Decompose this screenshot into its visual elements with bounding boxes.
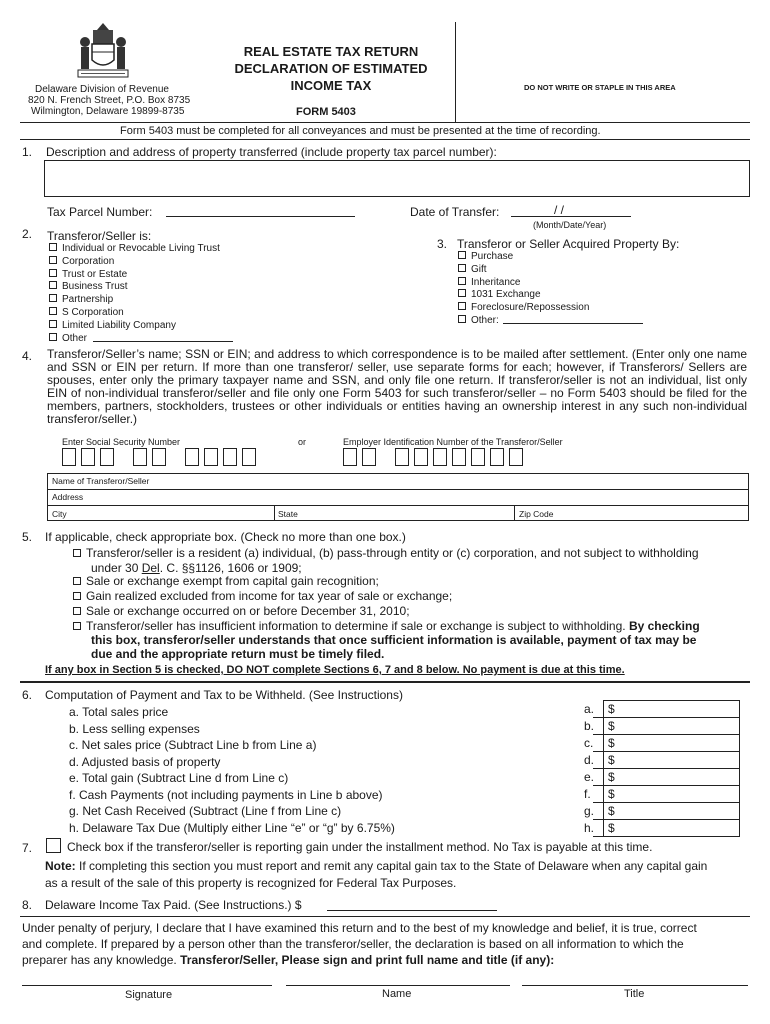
seller-type-option[interactable]: Business Trust	[49, 281, 220, 294]
delaware-seal-icon	[75, 22, 131, 80]
amount-line-letter: c.	[584, 736, 594, 750]
seller-city-field[interactable]: City	[52, 509, 67, 519]
amount-line-letter: f.	[584, 787, 591, 801]
dollar-sign: $	[608, 753, 615, 767]
seller-type-options	[49, 243, 220, 345]
digit-box[interactable]	[152, 448, 166, 466]
checkbox-icon[interactable]	[458, 289, 466, 297]
seller-zip-field[interactable]: Zip Code	[519, 509, 554, 519]
digit-box[interactable]	[433, 448, 447, 466]
acquisition-option[interactable]: Inheritance	[458, 277, 589, 290]
section-8-number: 8.	[22, 898, 33, 912]
digit-box[interactable]	[509, 448, 523, 466]
checkbox-icon[interactable]	[458, 264, 466, 272]
agency-address-1: 820 N. French Street, P.O. Box 8735	[28, 95, 191, 106]
seller-state-field[interactable]: State	[278, 509, 298, 519]
installment-method-checkbox[interactable]	[46, 838, 61, 853]
section-7-number: 7.	[22, 841, 33, 855]
form-title-line-3: INCOME TAX	[290, 78, 372, 93]
dollar-sign: $	[608, 736, 615, 750]
seller-info-grid	[47, 473, 749, 521]
section-6-title: Computation of Payment and Tax to be Withheld. (See Instructions)	[45, 688, 403, 702]
computation-amount-field[interactable]	[584, 718, 740, 735]
digit-box[interactable]	[362, 448, 376, 466]
exemption-excluded-income[interactable]: Gain realized excluded from income for tax year of sale or exchange;	[73, 589, 452, 603]
form-title-line-1: REAL ESTATE TAX RETURN	[243, 44, 419, 59]
ein-label: Employer Identification Number of the Transferor/Seller	[343, 437, 563, 447]
amount-line-letter: a.	[584, 702, 595, 716]
installment-method-label: Check box if the transferor/seller is reporting gain under the installment method. No Tax is payable at this time.	[67, 840, 653, 854]
installment-note-line-2: as a result of the sale of this property is recognized for Federal Tax Purposes.	[45, 876, 457, 890]
section-4-number: 4.	[22, 349, 33, 363]
title-label: Title	[624, 988, 645, 1000]
digit-box[interactable]	[81, 448, 95, 466]
dollar-sign: $	[608, 719, 615, 733]
checkbox-icon[interactable]	[458, 302, 466, 310]
seller-type-option[interactable]: Limited Liability Company	[49, 320, 220, 333]
acquisition-option[interactable]: Other:	[458, 315, 589, 328]
exemption-insufficient-info-line-3: due and the appropriate return must be timely filed.	[91, 647, 385, 661]
section-5-title: If applicable, check appropriate box. (Check no more than one box.)	[45, 530, 406, 544]
name-field[interactable]	[286, 985, 510, 986]
checkbox-icon[interactable]	[49, 333, 57, 341]
computation-amount-field[interactable]	[584, 820, 740, 837]
amount-line-letter: d.	[584, 753, 595, 767]
computation-amount-field[interactable]	[584, 752, 740, 769]
dollar-sign: $	[608, 787, 615, 801]
checkbox-icon[interactable]	[73, 549, 81, 557]
date-slashes: / /	[554, 203, 565, 217]
perjury-line-1: Under penalty of perjury, I declare that I have examined this return and to the best of my knowledge and belief, it is true, correct	[22, 921, 697, 935]
digit-box[interactable]	[471, 448, 485, 466]
title-field[interactable]	[522, 985, 748, 986]
acquisition-options	[458, 251, 589, 328]
name-label: Name	[382, 988, 412, 1000]
date-of-transfer-label: Date of Transfer:	[410, 205, 500, 219]
conveyance-notice: Form 5403 must be completed for all conveyances and must be presented at the time of recording.	[120, 125, 601, 137]
amount-line-letter: b.	[584, 719, 595, 733]
computation-amount-field[interactable]	[584, 769, 740, 786]
date-of-transfer-field[interactable]	[511, 216, 631, 217]
acquisition-option[interactable]: Gift	[458, 264, 589, 277]
acquisition-other-field[interactable]	[503, 323, 643, 324]
computation-line: a. Total sales price	[69, 705, 169, 719]
checkbox-icon[interactable]	[73, 577, 81, 585]
computation-line: h. Delaware Tax Due (Multiply either Line “e” or “g” by 6.75%)	[69, 820, 395, 835]
checkbox-icon[interactable]	[49, 256, 57, 264]
checkbox-icon[interactable]	[73, 592, 81, 600]
form-number: FORM 5403	[296, 106, 356, 118]
exemption-resident[interactable]: Transferor/seller is a resident (a) individual, (b) pass-through entity or (c) corporation, and not subject to withholding	[73, 546, 699, 560]
section-1-number: 1.	[22, 145, 33, 159]
amount-line-letter: e.	[584, 770, 595, 784]
digit-box[interactable]	[490, 448, 504, 466]
income-tax-paid-label: Delaware Income Tax Paid. (See Instructions.) $	[45, 898, 302, 912]
checkbox-icon[interactable]	[458, 251, 466, 259]
computation-amount-field[interactable]	[584, 735, 740, 752]
exemption-capital-gain[interactable]: Sale or exchange exempt from capital gain recognition;	[73, 574, 379, 588]
form-title	[226, 43, 436, 94]
checkbox-icon[interactable]	[458, 315, 466, 323]
computation-amount-field[interactable]	[584, 786, 740, 803]
acquisition-option[interactable]: 1031 Exchange	[458, 289, 589, 302]
seller-type-option[interactable]: Corporation	[49, 256, 220, 269]
digit-box[interactable]	[100, 448, 114, 466]
agency-name: Delaware Division of Revenue	[35, 84, 169, 95]
computation-line: f. Cash Payments (not including payments in Line b above)	[69, 787, 383, 802]
installment-note-line-1: Note: If completing this section you must report and remit any capital gain tax to the State of Delaware when any capital gain	[45, 859, 708, 873]
amount-line-letter: h.	[584, 821, 595, 835]
digit-box[interactable]	[414, 448, 428, 466]
seller-name-field[interactable]: Name of Transferor/Seller	[52, 476, 150, 486]
amount-line-letter: g.	[584, 804, 595, 818]
dollar-sign: $	[608, 770, 615, 784]
computation-line: c. Net sales price (Subtract Line b from Line a)	[69, 738, 317, 752]
section-2-title: Transferor/Seller is:	[47, 229, 152, 243]
acquisition-option[interactable]: Foreclosure/Repossession	[458, 302, 589, 315]
checkbox-icon[interactable]	[49, 281, 57, 289]
computation-amount-field[interactable]	[584, 701, 740, 718]
seller-address-field[interactable]: Address	[52, 492, 84, 502]
digit-box[interactable]	[133, 448, 147, 466]
section-5-number: 5.	[22, 530, 33, 544]
form-title-line-2: DECLARATION OF ESTIMATED	[234, 61, 428, 76]
digit-box[interactable]	[395, 448, 409, 466]
section-3-number: 3.	[437, 237, 448, 251]
digit-box[interactable]	[185, 448, 199, 466]
section-1-label: Description and address of property transferred (include property tax parcel number):	[46, 145, 497, 159]
exemption-insufficient-info[interactable]: Transferor/seller has insufficient information to determine if sale or exchange is subject to withholding. By checking	[73, 619, 700, 633]
tax-parcel-field[interactable]	[166, 216, 355, 217]
signature-field[interactable]	[22, 985, 272, 986]
dollar-sign: $	[608, 821, 615, 835]
digit-box[interactable]	[204, 448, 218, 466]
seller-type-option[interactable]: Other	[49, 333, 220, 346]
signature-label: Signature	[125, 989, 173, 1001]
ssn-or-label: or	[298, 437, 307, 447]
ssn-label: Enter Social Security Number	[62, 437, 181, 447]
perjury-line-3: preparer has any knowledge. Transferor/Seller, Please sign and print full name and title (if any):	[22, 953, 555, 967]
section-6-number: 6.	[22, 688, 33, 702]
exemption-resident-cont: under 30 Del. C. §§1126, 1606 or 1909;	[91, 561, 302, 575]
date-format-hint: (Month/Date/Year)	[533, 220, 607, 230]
exemption-insufficient-info-line-2: this box, transferor/seller understands that once sufficient information is available, payment of tax may be	[91, 633, 697, 647]
no-write-notice: DO NOT WRITE OR STAPLE IN THIS AREA	[524, 83, 676, 92]
seller-type-option[interactable]: Partnership	[49, 294, 220, 307]
acquisition-option[interactable]: Purchase	[458, 251, 589, 264]
exemption-pre-2011[interactable]: Sale or exchange occurred on or before December 31, 2010;	[73, 604, 410, 618]
tax-parcel-label: Tax Parcel Number:	[47, 205, 153, 219]
checkbox-icon[interactable]	[49, 243, 57, 251]
digit-box[interactable]	[62, 448, 76, 466]
property-description-field[interactable]	[44, 160, 750, 197]
checkbox-icon[interactable]	[49, 320, 57, 328]
section-3-title: Transferor or Seller Acquired Property By:	[457, 237, 680, 251]
dollar-sign: $	[608, 804, 615, 818]
section-2-number: 2.	[22, 227, 33, 241]
seller-type-other-field[interactable]	[93, 341, 233, 342]
computation-line: d. Adjusted basis of property	[69, 754, 221, 769]
computation-line: b. Less selling expenses	[69, 721, 200, 736]
digit-box[interactable]	[242, 448, 256, 466]
agency-address-2: Wilmington, Delaware 19899-8735	[31, 106, 185, 117]
checkbox-icon[interactable]	[458, 277, 466, 285]
checkbox-icon[interactable]	[49, 294, 57, 302]
checkbox-icon[interactable]	[73, 607, 81, 615]
checkbox-icon[interactable]	[49, 269, 57, 277]
computation-amount-field[interactable]	[584, 803, 740, 820]
checkbox-icon[interactable]	[73, 622, 81, 630]
section-4-text: Transferor/Seller’s name; SSN or EIN; and address to which correspondence is to be mailed after settlement. (Enter only one name and SSN or EIN per return. If more than one transferor/ seller, use separate forms for each; however, if Transferors/ Sellers are spouses, enter only the primary taxpayer name and SSN, and only file one return. If transferor/seller is not an individual, list only EIN of non-individual transferor/seller and file only one Form 5403 for such transferor/seller – no Form 5403 should be filed for the members, partners, stockholders, trustees or other individuals or entities having an ownership interest in any such non-individual transferor/seller.)	[47, 347, 747, 426]
computation-line: g. Net Cash Received (Subtract (Line f from Line c)	[69, 804, 342, 818]
section-5-warning: If any box in Section 5 is checked, DO NOT complete Sections 6, 7 and 8 below. No payment is due at this time.	[45, 664, 625, 676]
digit-box[interactable]	[223, 448, 237, 466]
digit-box[interactable]	[343, 448, 357, 466]
seller-type-option[interactable]: Individual or Revocable Living Trust	[49, 243, 220, 256]
digit-box[interactable]	[452, 448, 466, 466]
income-tax-paid-field[interactable]	[327, 910, 497, 911]
dollar-sign: $	[608, 702, 615, 716]
perjury-line-2: and complete. If prepared by a person other than the transferor/seller, the declaration is based on all information to which the	[22, 937, 684, 951]
computation-line: e. Total gain (Subtract Line d from Line c)	[69, 771, 289, 785]
seller-type-option[interactable]: Trust or Estate	[49, 269, 220, 282]
checkbox-icon[interactable]	[49, 307, 57, 315]
seller-type-option[interactable]: S Corporation	[49, 307, 220, 320]
